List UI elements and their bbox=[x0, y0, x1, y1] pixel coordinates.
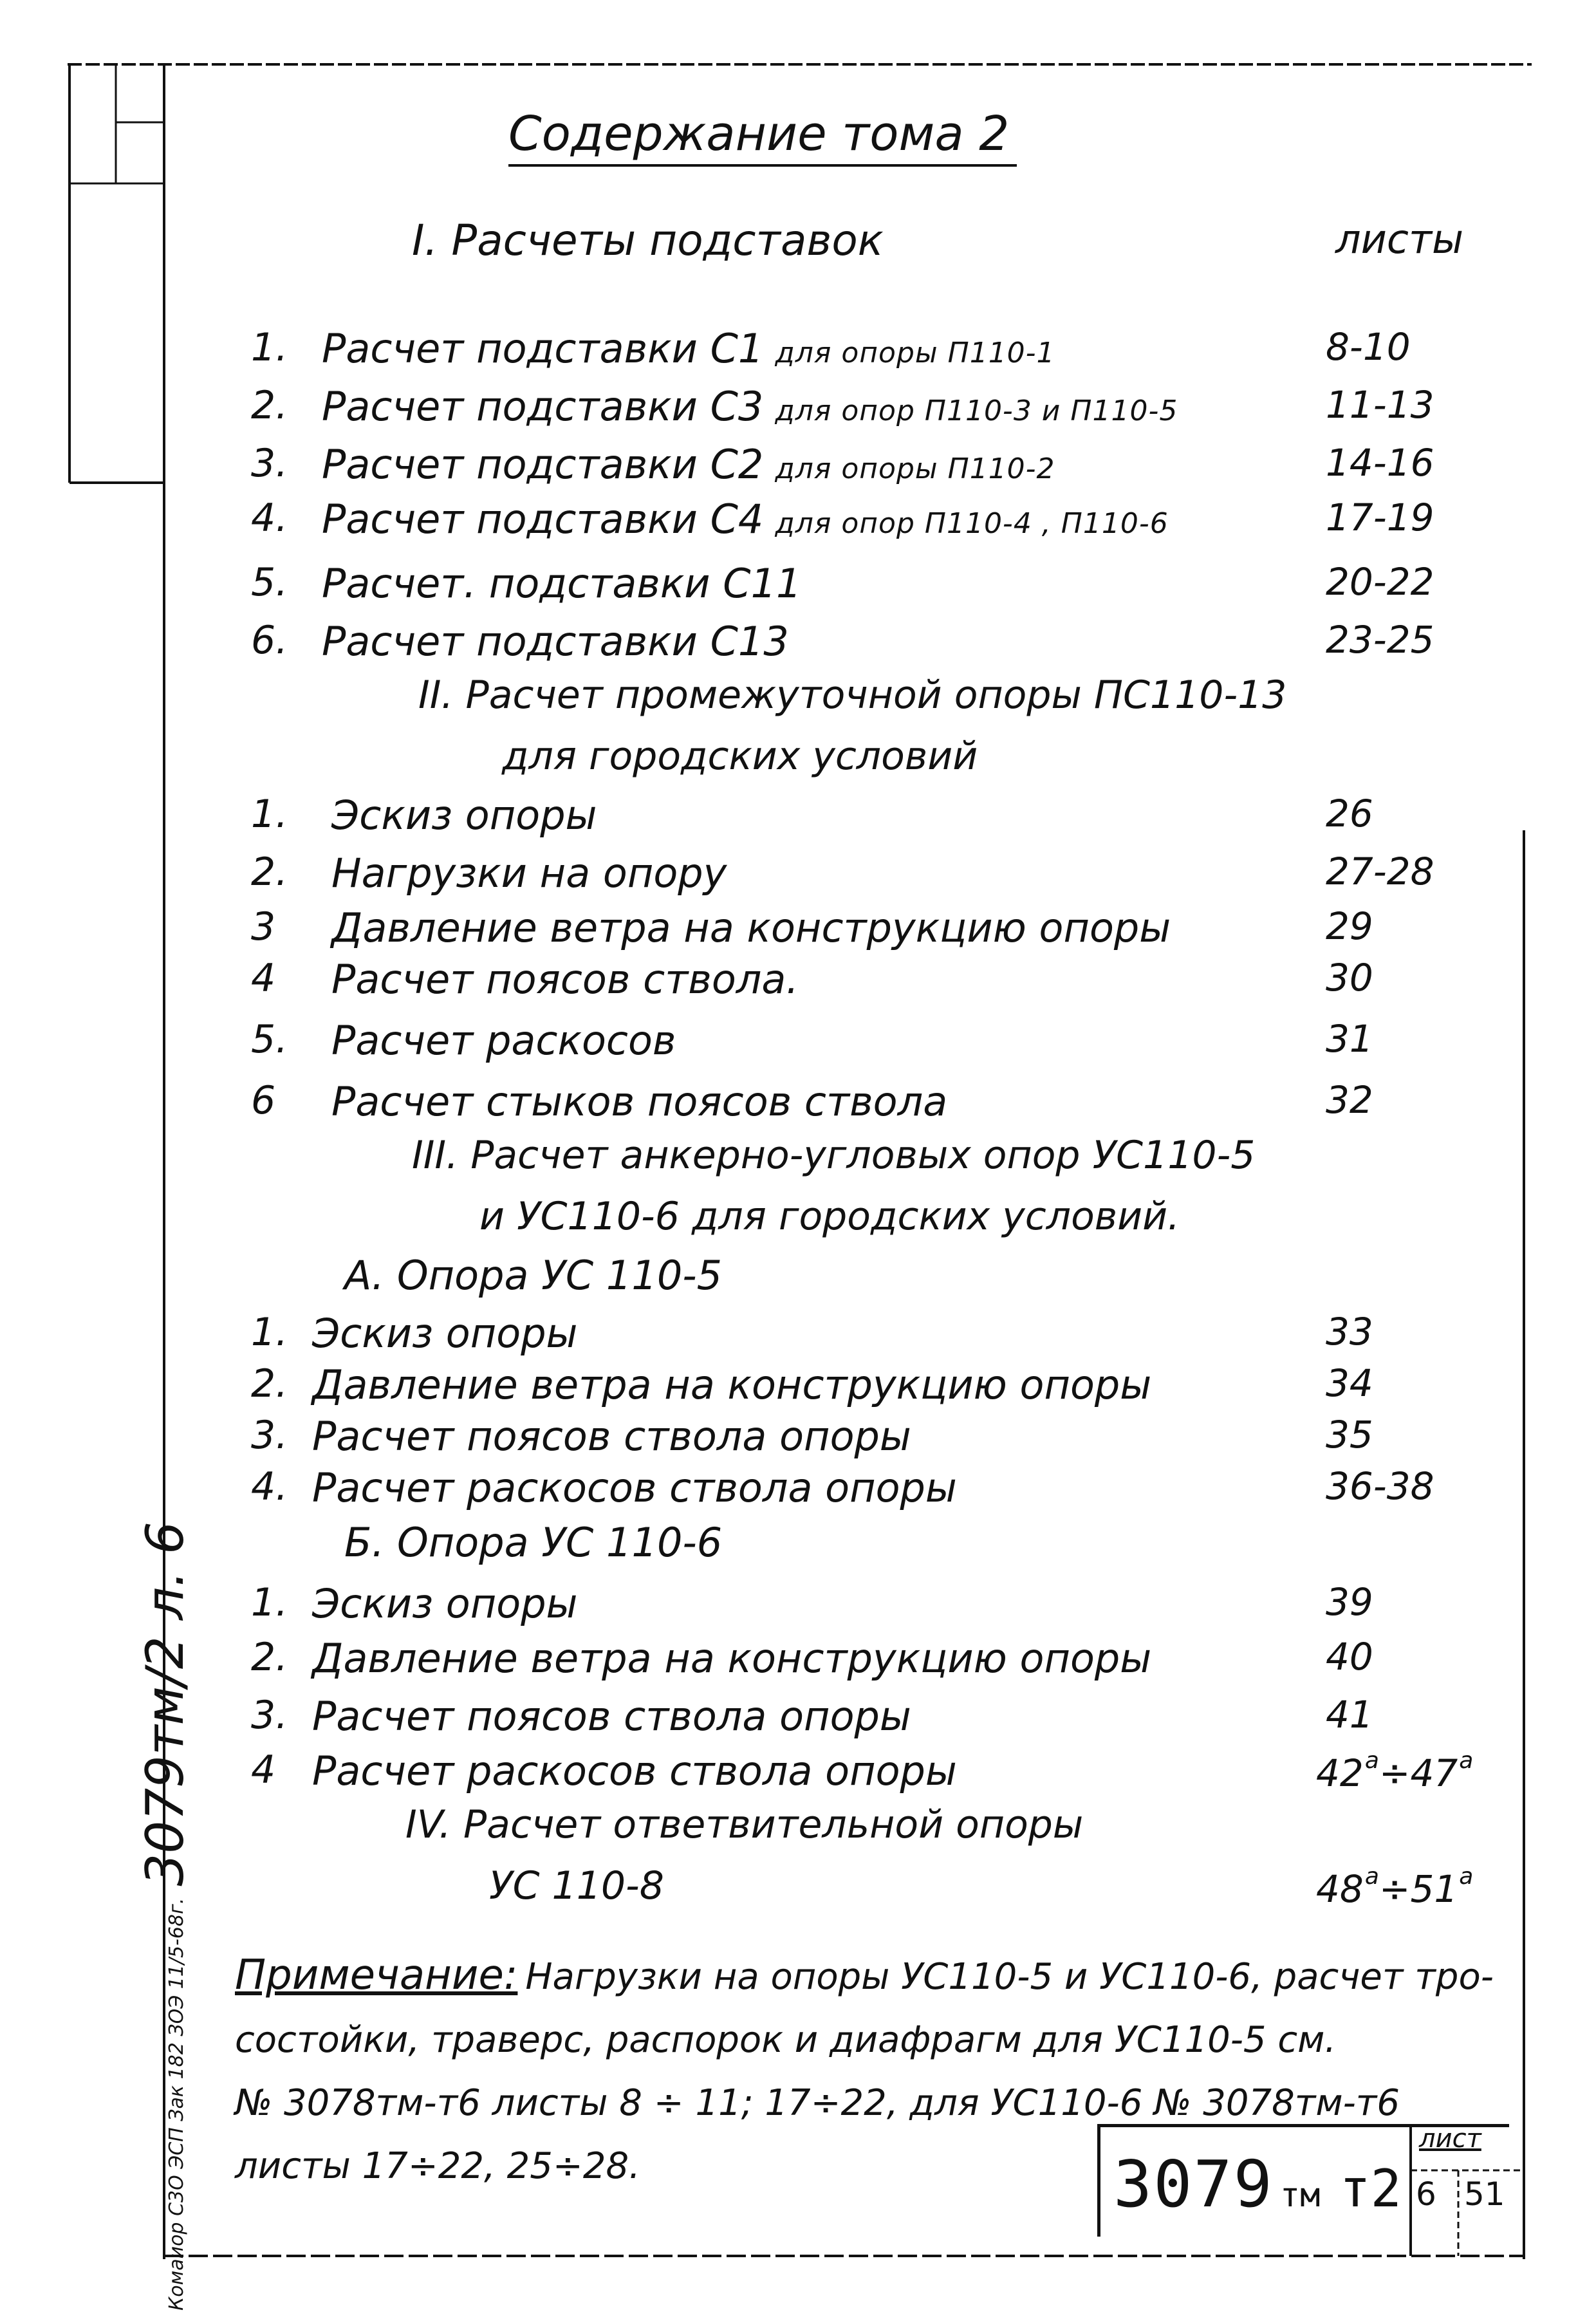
row-number: 6 bbox=[251, 1078, 276, 1123]
row-number: 3. bbox=[251, 441, 288, 486]
row-pages: 29 bbox=[1326, 904, 1373, 948]
sheets-column-heading: листы bbox=[1335, 216, 1464, 263]
row-pages: 17-19 bbox=[1326, 496, 1434, 539]
row-text: Эскиз опоры bbox=[312, 1310, 578, 1357]
document-code: 3079 тм т2 bbox=[1113, 2147, 1402, 2222]
row-number: 3. bbox=[251, 1413, 288, 1458]
row-text: Расчет поясов ствола. bbox=[331, 956, 799, 1003]
row-pages: 34 bbox=[1326, 1361, 1373, 1405]
toc-row bbox=[0, 850, 1596, 901]
subsection-b-heading: Б. Опора УС 110-6 bbox=[344, 1519, 723, 1566]
section-4-heading: IV. Расчет ответвительной опоры bbox=[405, 1802, 1084, 1847]
toc-row bbox=[0, 560, 1596, 611]
toc-row bbox=[0, 441, 1596, 492]
handwritten-note: для опоры П110-2 bbox=[775, 452, 1055, 485]
row-number: 4. bbox=[251, 496, 288, 541]
row-text: Расчет поясов ствола опоры bbox=[312, 1413, 911, 1460]
row-number: 1. bbox=[251, 1310, 288, 1355]
row-text: Расчет подставки С2 для опоры П110-2 bbox=[322, 441, 1055, 488]
toc-row bbox=[0, 1413, 1596, 1464]
row-pages: 14-16 bbox=[1326, 441, 1434, 485]
row-text: Расчет стыков поясов ствола bbox=[331, 1078, 948, 1125]
row-number: 2. bbox=[251, 1635, 288, 1680]
note-label: Примечание: bbox=[235, 1951, 518, 1999]
row-text: Расчет подставки С1 для опоры П110-1 bbox=[322, 325, 1055, 372]
toc-row bbox=[0, 496, 1596, 547]
row-text: Эскиз опоры bbox=[331, 792, 597, 839]
toc-row bbox=[0, 1310, 1596, 1361]
section-2-heading: II. Расчет промежуточной опоры ПС110-13 bbox=[418, 673, 1287, 718]
row-number: 2. bbox=[251, 383, 288, 428]
row-number: 1. bbox=[251, 325, 288, 370]
toc-row bbox=[0, 1017, 1596, 1068]
row-number: 3. bbox=[251, 1693, 288, 1738]
toc-row bbox=[0, 383, 1596, 434]
row-number: 2. bbox=[251, 850, 288, 895]
row-pages: 32 bbox=[1326, 1078, 1373, 1122]
row-pages: 27-28 bbox=[1326, 850, 1434, 893]
page-title: Содержание тома 2 bbox=[508, 106, 1017, 167]
toc-row bbox=[0, 1580, 1596, 1632]
row-text: Расчет раскосов ствола опоры bbox=[312, 1464, 957, 1511]
handwritten-note: для опор П110-4 , П110-6 bbox=[775, 507, 1169, 540]
row-text: Расчет. подставки С11 bbox=[322, 560, 802, 607]
note-line-2: состойки, траверс, распорок и диафрагм для УС110-5 см. bbox=[235, 2019, 1337, 2061]
row-number: 4 bbox=[251, 1747, 276, 1793]
toc-row bbox=[0, 618, 1596, 669]
toc-row bbox=[0, 1464, 1596, 1516]
sheets-total: 51 bbox=[1464, 2175, 1505, 2213]
archive-side-stamp: Комаиор С3О ЭСП Зак 182 ЗОЭ 11/5-68г.3079тм/2 л. 6 bbox=[135, 1521, 195, 2311]
row-text: Давление ветра на конструкцию опоры bbox=[312, 1361, 1152, 1408]
row-pages: $42^а\div 47^а$ bbox=[1316, 1747, 1474, 1795]
row-number: 3 bbox=[251, 904, 276, 949]
toc-row bbox=[0, 1693, 1596, 1744]
row-number: 1. bbox=[251, 1580, 288, 1625]
row-pages: 26 bbox=[1326, 792, 1373, 835]
toc-row bbox=[0, 1747, 1596, 1799]
row-text: Расчет подставки С13 bbox=[322, 618, 789, 665]
section-3-heading-line2: и УС110-6 для городских условий. bbox=[479, 1194, 1180, 1239]
row-number: 5. bbox=[251, 1017, 288, 1062]
section-4-pages: $48^а\div 51^а$ bbox=[1316, 1863, 1474, 1911]
row-pages: 39 bbox=[1326, 1580, 1373, 1624]
row-pages: 30 bbox=[1326, 956, 1373, 1000]
row-text: Расчет раскосов ствола опоры bbox=[312, 1747, 957, 1794]
row-number: 6. bbox=[251, 618, 288, 663]
row-pages: 8-10 bbox=[1326, 325, 1411, 369]
toc-row bbox=[0, 1361, 1596, 1413]
section-4-heading-line2: УС 110-8 bbox=[489, 1863, 664, 1908]
row-number: 4. bbox=[251, 1464, 288, 1509]
row-number: 2. bbox=[251, 1361, 288, 1406]
row-number: 5. bbox=[251, 560, 288, 605]
row-number: 1. bbox=[251, 792, 288, 837]
sheet-label: лист bbox=[1419, 2124, 1481, 2154]
sheet-number: 6 bbox=[1416, 2175, 1436, 2213]
section-1-heading: I. Расчеты подставок bbox=[412, 216, 884, 265]
subsection-a-heading: А. Опора УС 110-5 bbox=[344, 1252, 723, 1299]
note-line-3: № 3078тм-т6 листы 8 ÷ 11; 17÷22, для УС110-6 № 3078тм-т6 bbox=[235, 2082, 1400, 2124]
toc-row bbox=[0, 904, 1596, 956]
row-pages: 41 bbox=[1326, 1693, 1373, 1737]
row-text: Нагрузки на опору bbox=[331, 850, 727, 897]
row-pages: 31 bbox=[1326, 1017, 1373, 1061]
row-text: Давление ветра на конструкцию опоры bbox=[331, 904, 1171, 951]
row-pages: 33 bbox=[1326, 1310, 1373, 1354]
row-text: Давление ветра на конструкцию опоры bbox=[312, 1635, 1152, 1682]
row-number: 4 bbox=[251, 956, 276, 1001]
handwritten-note: для опор П110-3 и П110-5 bbox=[775, 395, 1178, 427]
row-pages: 36-38 bbox=[1326, 1464, 1434, 1508]
toc-row bbox=[0, 792, 1596, 843]
row-pages: 20-22 bbox=[1326, 560, 1434, 604]
toc-row bbox=[0, 325, 1596, 377]
row-text: Расчет поясов ствола опоры bbox=[312, 1693, 911, 1740]
section-2-heading-line2: для городских условий bbox=[502, 734, 978, 779]
row-pages: 11-13 bbox=[1326, 383, 1434, 427]
toc-row bbox=[0, 1635, 1596, 1686]
row-text: Расчет подставки С4 для опор П110-4 , П110-6 bbox=[322, 496, 1169, 543]
row-text: Эскиз опоры bbox=[312, 1580, 578, 1627]
section-3-heading: III. Расчет анкерно-угловых опор УС110-5 bbox=[412, 1133, 1256, 1178]
note-line-4: листы 17÷22, 25÷28. bbox=[235, 2145, 640, 2187]
row-pages: 35 bbox=[1326, 1413, 1373, 1457]
handwritten-note: для опоры П110-1 bbox=[775, 337, 1055, 369]
row-text: Расчет раскосов bbox=[331, 1017, 676, 1064]
note-line-1: Нагрузки на опоры УС110-5 и УС110-6, расчет тро- bbox=[525, 1956, 1494, 1998]
row-text: Расчет подставки С3 для опор П110-3 и П110-5 bbox=[322, 383, 1178, 430]
row-pages: 23-25 bbox=[1326, 618, 1434, 662]
toc-row bbox=[0, 956, 1596, 1007]
toc-row bbox=[0, 1078, 1596, 1130]
row-pages: 40 bbox=[1326, 1635, 1373, 1679]
